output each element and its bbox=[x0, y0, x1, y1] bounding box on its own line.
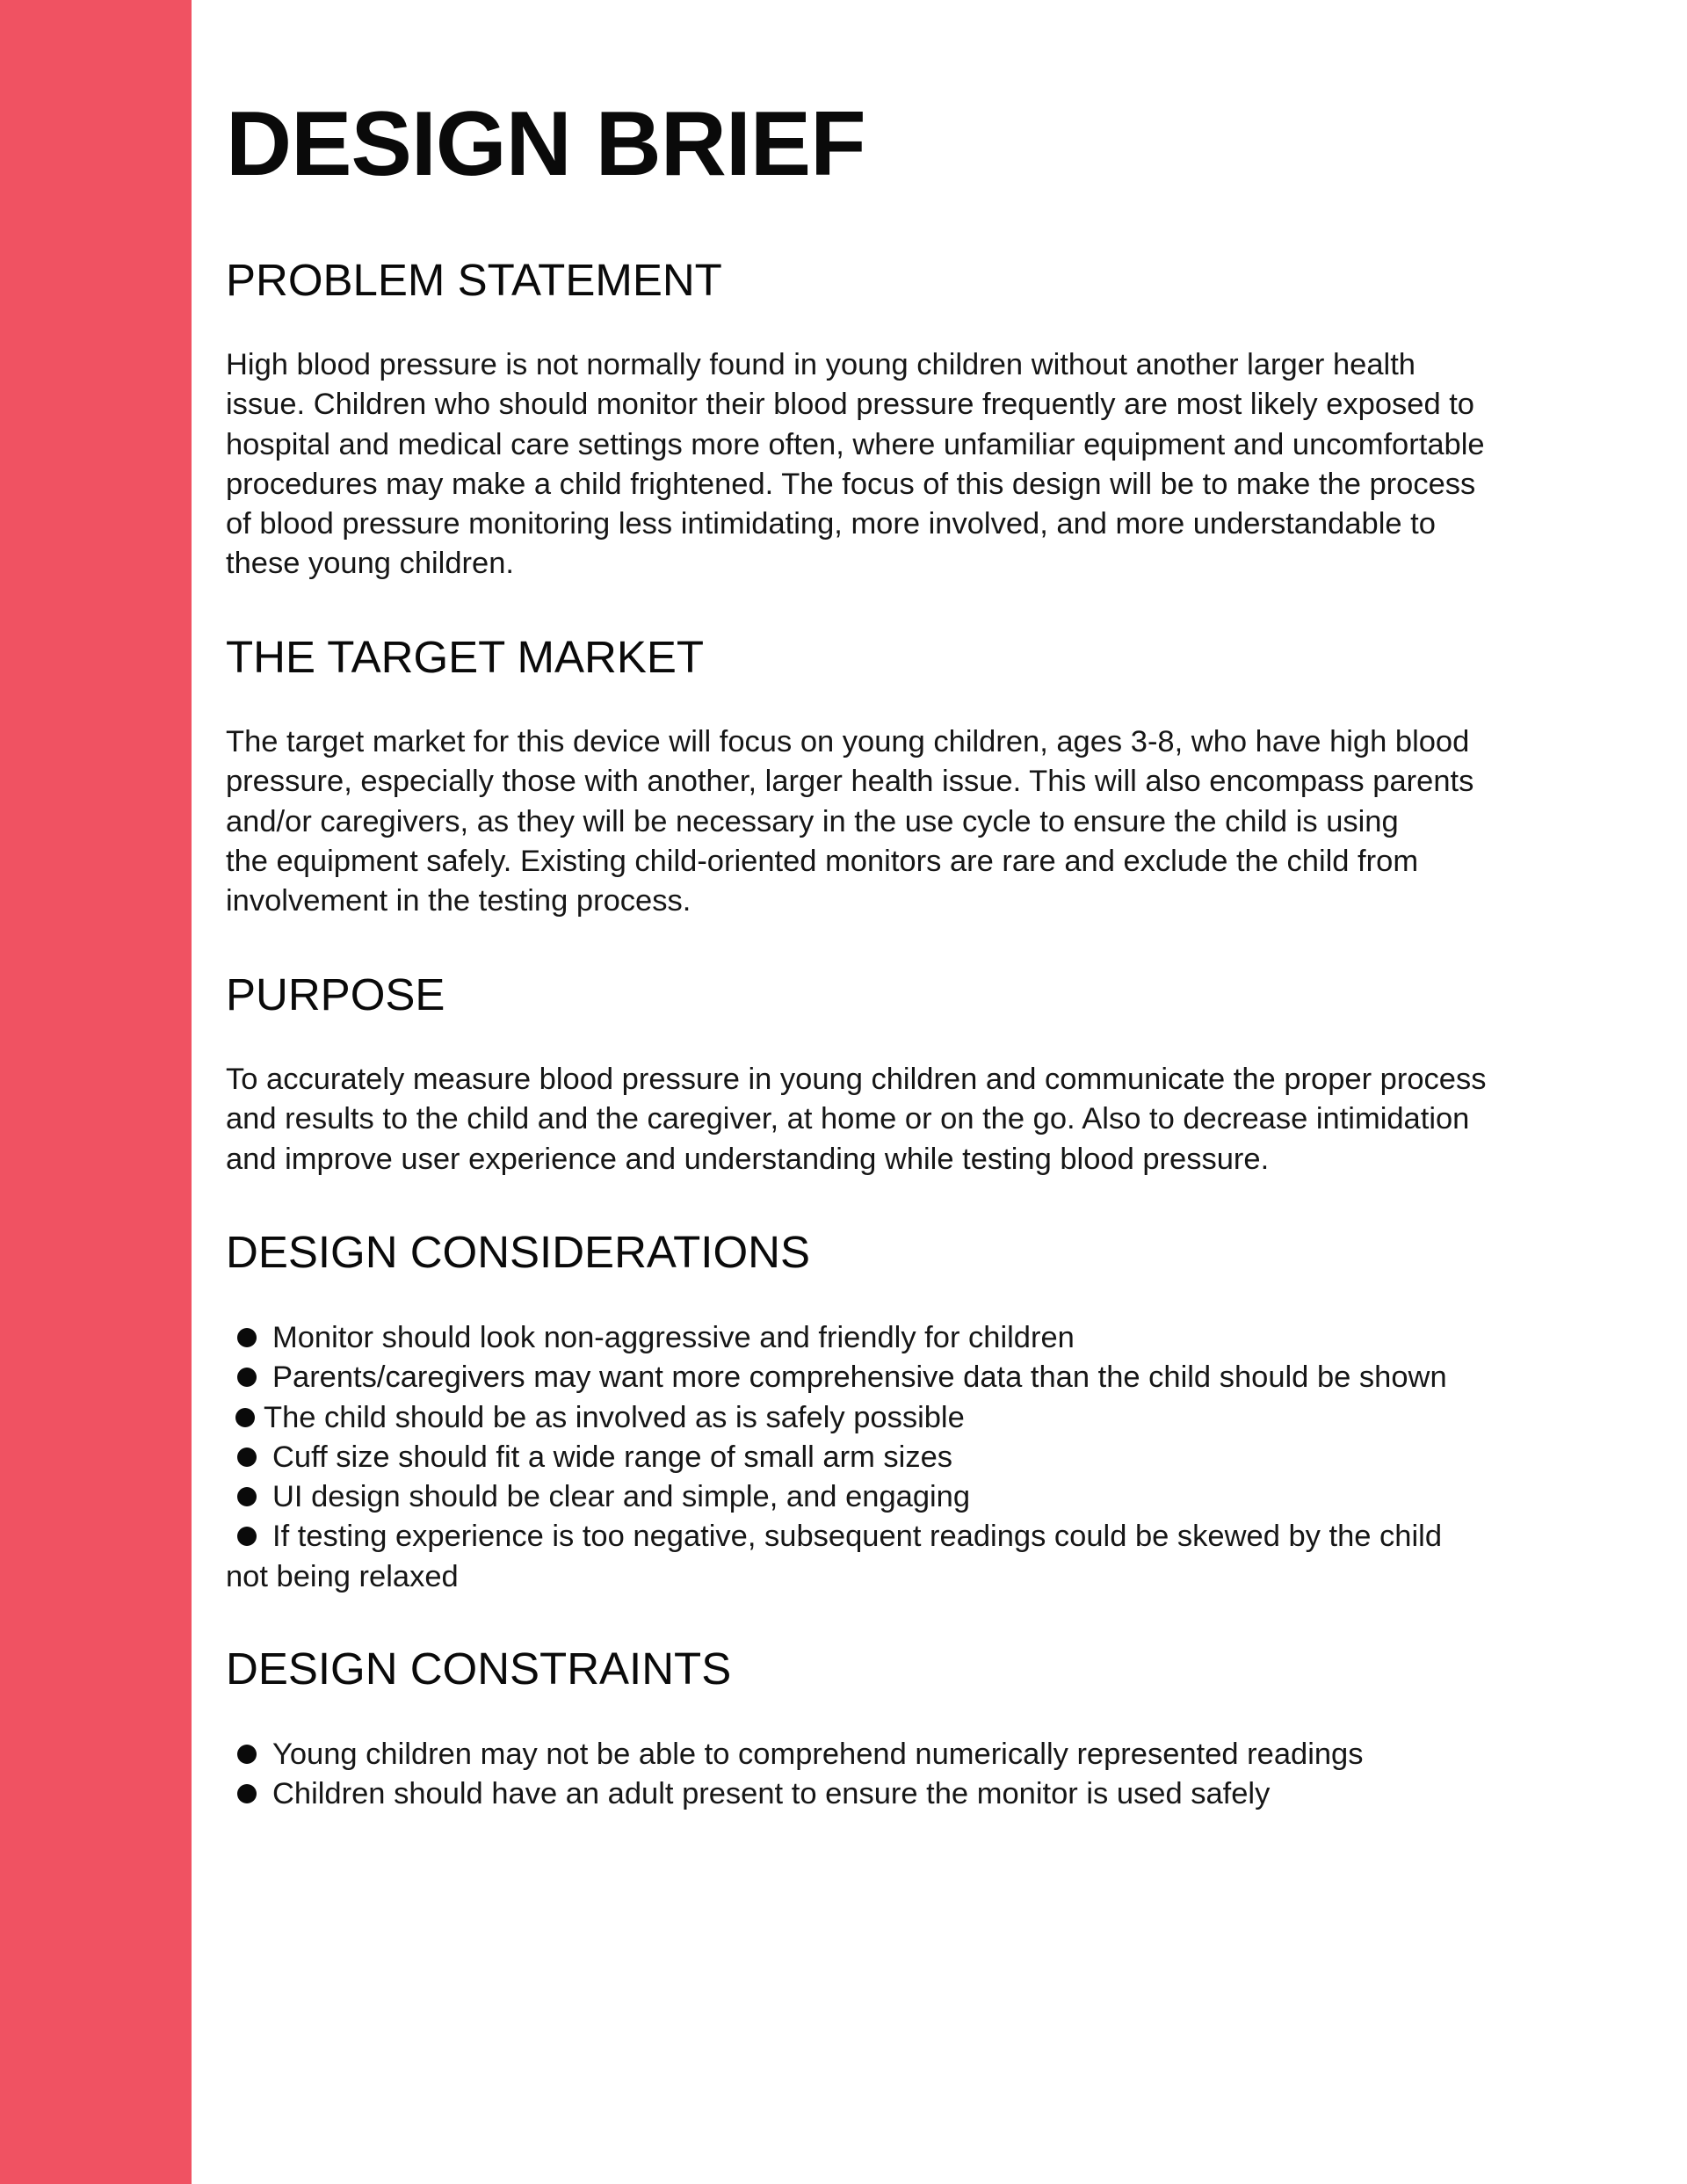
target-market-body bbox=[226, 722, 1596, 921]
list-item-text: The child should be as involved as is safely possible bbox=[264, 1400, 965, 1434]
target-market-heading: THE TARGET MARKET bbox=[226, 632, 705, 682]
bullet-icon bbox=[237, 1368, 257, 1387]
list-item bbox=[226, 1398, 1596, 1438]
bullet-icon bbox=[237, 1448, 257, 1467]
list-item-text: Children should have an adult present to ensure the monitor is used safely bbox=[272, 1777, 1271, 1811]
market-line: pressure, especially those with another, larger health issue. This will also encompass parents bbox=[226, 765, 1474, 799]
list-item bbox=[226, 1774, 1596, 1814]
problem-line: hospital and medical care settings more often, where unfamiliar equipment and uncomfortable bbox=[226, 427, 1485, 461]
design-considerations-heading: DESIGN CONSIDERATIONS bbox=[226, 1227, 810, 1277]
list-item-text: UI design should be clear and simple, and engaging bbox=[272, 1480, 971, 1514]
list-item-text: Young children may not be able to comprehend numerically represented readings bbox=[272, 1738, 1364, 1771]
bullet-icon bbox=[237, 1745, 257, 1764]
list-item-text: Parents/caregivers may want more comprehensive data than the child should be shown bbox=[272, 1360, 1447, 1395]
accent-sidebar bbox=[0, 0, 192, 2184]
design-considerations-list bbox=[226, 1318, 1596, 1597]
purpose-line: and improve user experience and understanding while testing blood pressure. bbox=[226, 1142, 1270, 1176]
problem-line: High blood pressure is not normally found in young children without another larger health bbox=[226, 348, 1415, 381]
list-item-continuation: not being relaxed bbox=[226, 1559, 459, 1593]
list-item-text: Monitor should look non-aggressive and friendly for children bbox=[272, 1321, 1075, 1354]
problem-line: these young children. bbox=[226, 547, 514, 581]
purpose-line: To accurately measure blood pressure in young children and communicate the proper process bbox=[226, 1063, 1487, 1096]
bullet-icon bbox=[237, 1487, 257, 1506]
problem-statement-heading: PROBLEM STATEMENT bbox=[226, 255, 722, 305]
purpose-line: and results to the child and the caregiver, at home or on the go. Also to decrease intimidation bbox=[226, 1102, 1470, 1136]
bullet-icon bbox=[235, 1408, 255, 1427]
problem-line: of blood pressure monitoring less intimidating, more involved, and more understandable to bbox=[226, 507, 1436, 541]
list-item bbox=[226, 1358, 1596, 1397]
bullet-icon bbox=[237, 1527, 257, 1546]
market-line: the equipment safely. Existing child-oriented monitors are rare and exclude the child from bbox=[226, 844, 1419, 878]
page-title: DESIGN BRIEF bbox=[226, 93, 865, 195]
market-line: and/or caregivers, as they will be necessary in the use cycle to ensure the child is using bbox=[226, 804, 1399, 838]
design-constraints-heading: DESIGN CONSTRAINTS bbox=[226, 1643, 732, 1694]
list-item bbox=[226, 1438, 1596, 1477]
problem-line: issue. Children who should monitor their blood pressure frequently are most likely exposed to bbox=[226, 388, 1474, 422]
market-line: The target market for this device will focus on young children, ages 3-8, who have high blood bbox=[226, 725, 1470, 758]
purpose-heading: PURPOSE bbox=[226, 969, 445, 1019]
design-constraints-list bbox=[226, 1735, 1596, 1815]
list-item bbox=[226, 1477, 1596, 1517]
market-line: involvement in the testing process. bbox=[226, 884, 691, 918]
problem-line: procedures may make a child frightened. The focus of this design will be to make the process bbox=[226, 467, 1476, 501]
purpose-body bbox=[226, 1060, 1596, 1179]
list-item-text: Cuff size should fit a wide range of small arm sizes bbox=[272, 1440, 953, 1474]
bullet-icon bbox=[237, 1784, 257, 1803]
list-item-text: If testing experience is too negative, subsequent readings could be skewed by the child bbox=[272, 1520, 1443, 1554]
list-item bbox=[226, 1735, 1596, 1774]
problem-statement-body bbox=[226, 345, 1596, 584]
list-item bbox=[226, 1517, 1596, 1556]
bullet-icon bbox=[237, 1328, 257, 1347]
list-item bbox=[226, 1318, 1596, 1358]
